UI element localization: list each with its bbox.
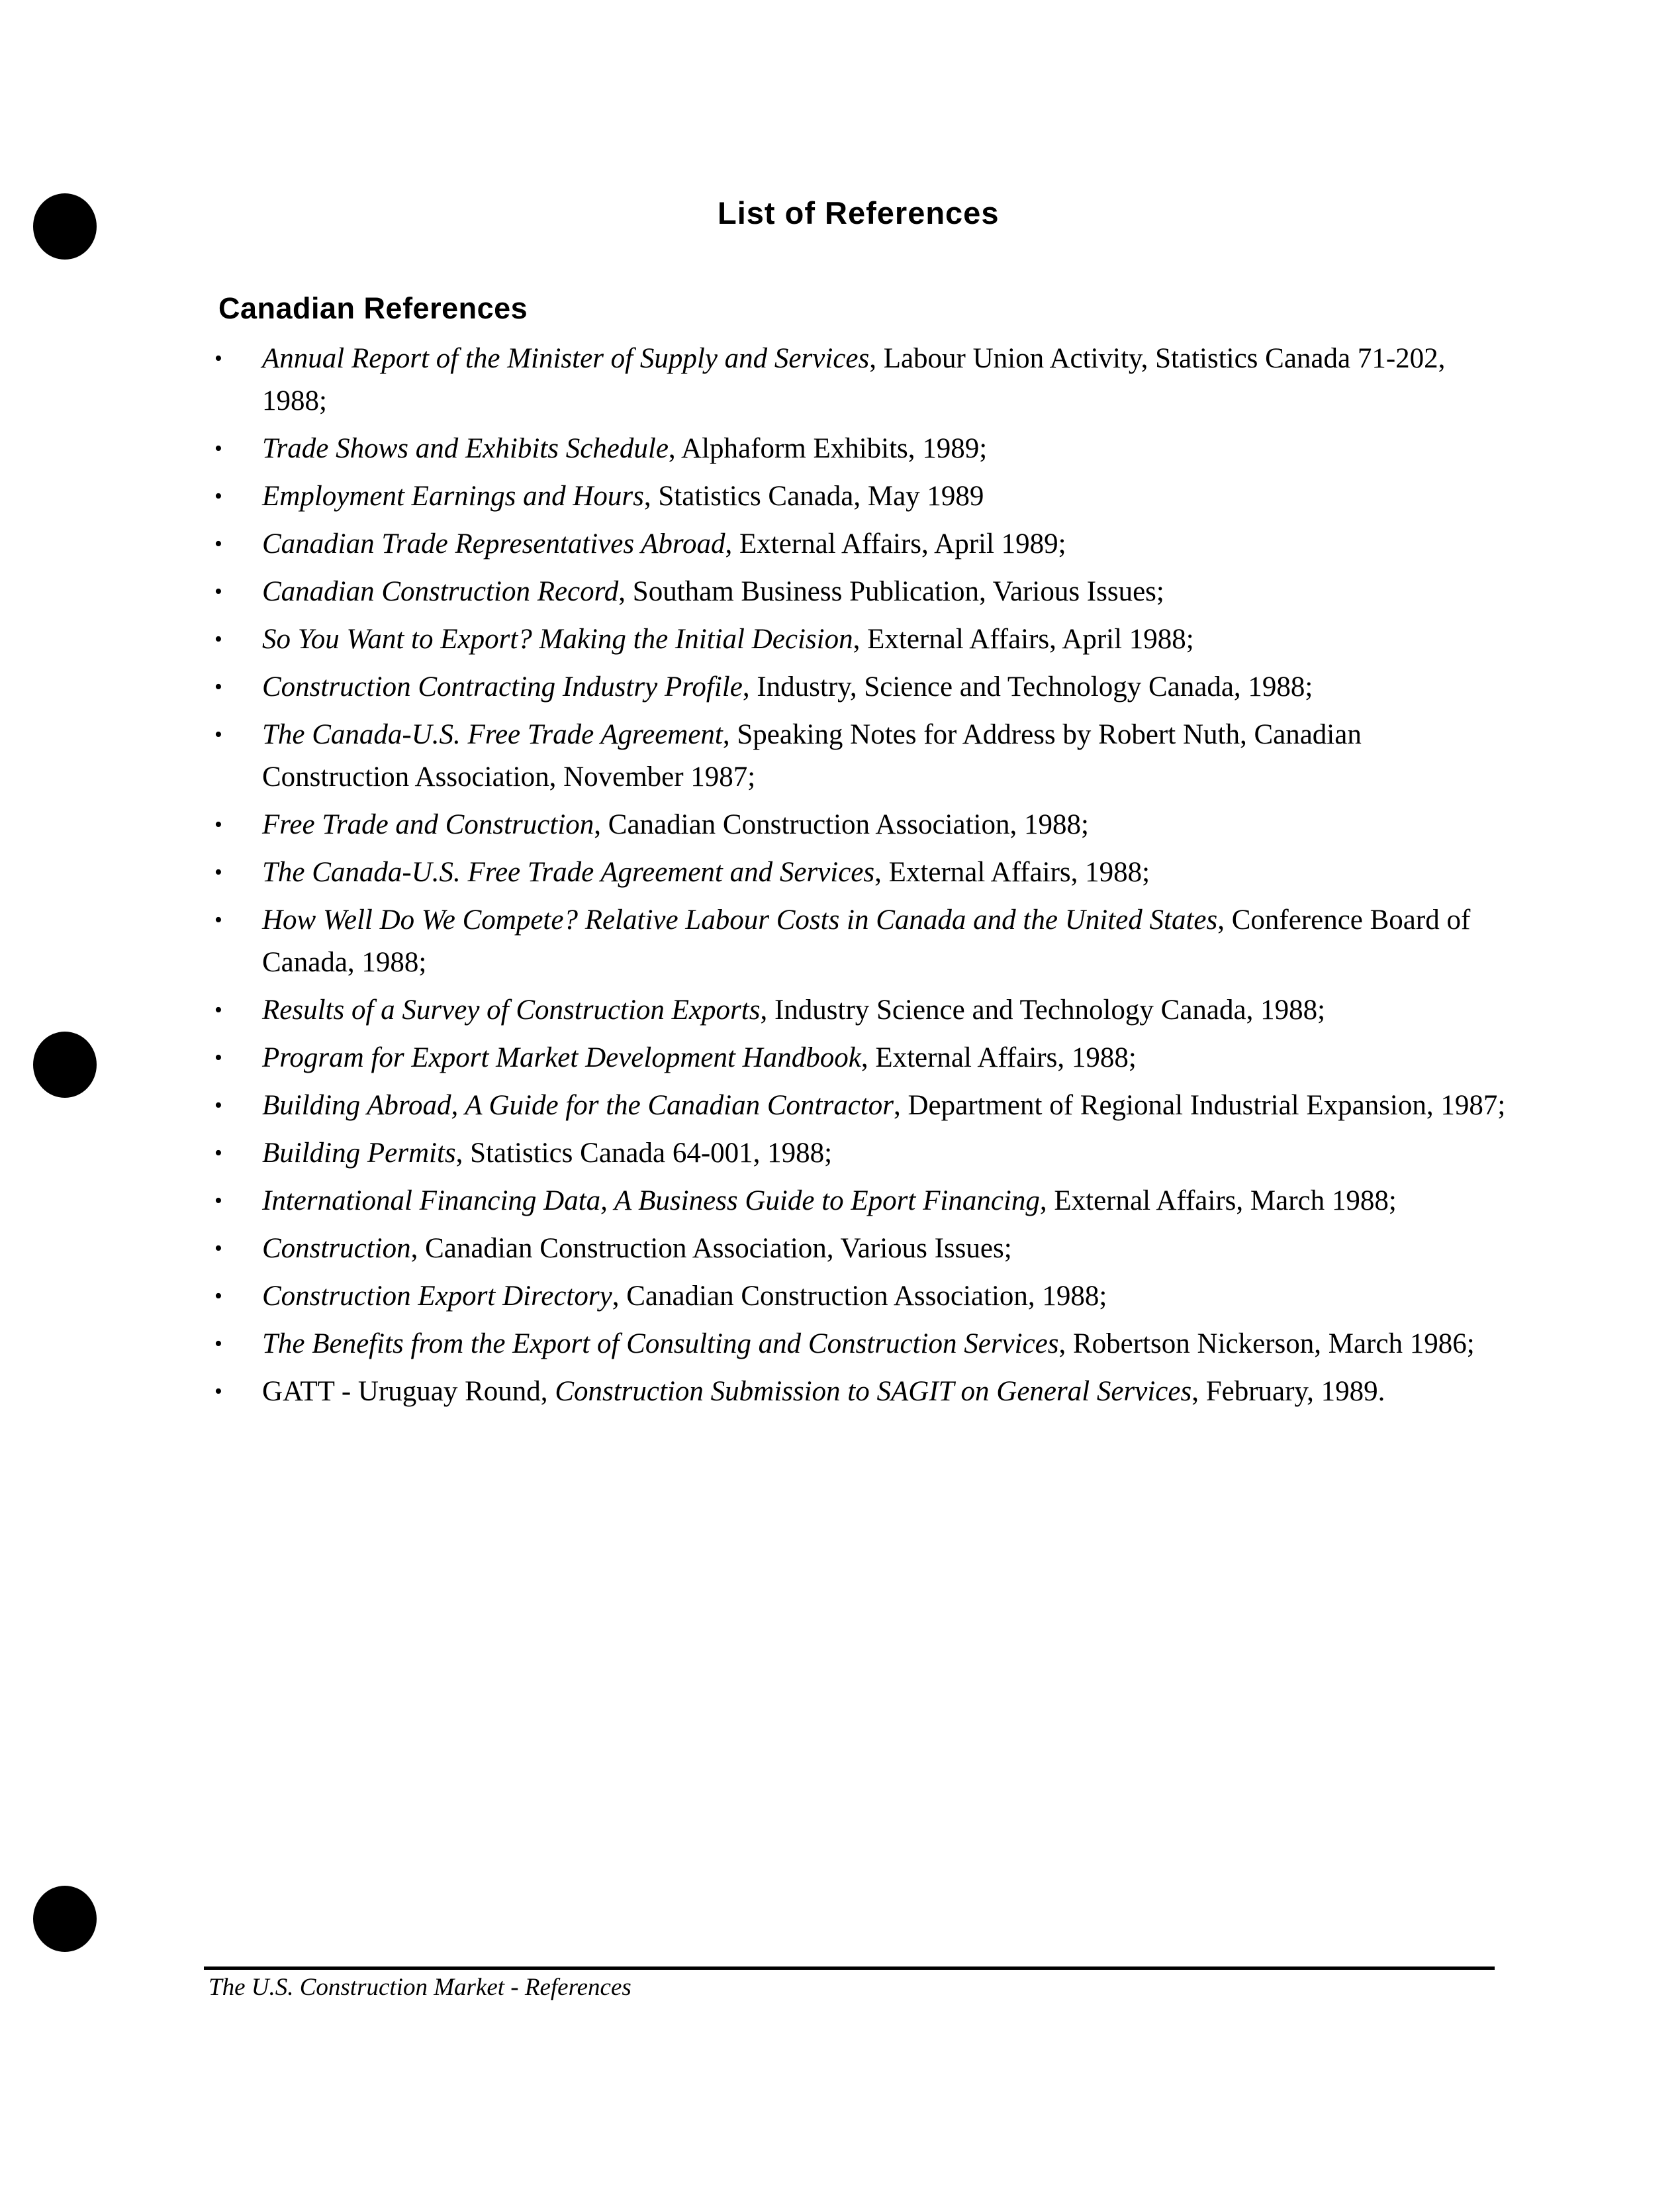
punch-hole xyxy=(33,193,97,260)
bullet-icon: • xyxy=(214,346,222,371)
reference-details: , Labour Union Activity, Statistics Canada 71-202, 1988; xyxy=(262,343,1446,416)
bullet-icon: • xyxy=(214,627,222,652)
bullet-icon: • xyxy=(214,1379,222,1404)
reference-details: , Industry Science and Technology Canada, 1988; xyxy=(760,995,1326,1026)
punch-hole xyxy=(33,1032,97,1098)
reference-title: Trade Shows and Exhibits Schedule xyxy=(262,433,669,464)
reference-item xyxy=(212,804,1509,846)
bullet-icon: • xyxy=(214,1284,222,1308)
page-footer: The U.S. Construction Market - References xyxy=(209,1974,631,2001)
reference-details: , February, 1989. xyxy=(1191,1376,1385,1407)
reference-title: Building Permits xyxy=(262,1138,456,1169)
reference-item xyxy=(212,851,1509,894)
reference-prefix: GATT - Uruguay Round, xyxy=(262,1376,555,1407)
reference-item xyxy=(212,1275,1509,1318)
reference-item xyxy=(212,1180,1509,1222)
reference-item xyxy=(212,428,1509,470)
reference-details: , Canadian Construction Association, 1988; xyxy=(594,809,1089,840)
bullet-icon: • xyxy=(214,675,222,699)
bullet-icon: • xyxy=(214,812,222,837)
reference-item xyxy=(212,475,1509,518)
reference-item xyxy=(212,1228,1509,1270)
reference-title: Results of a Survey of Construction Exports xyxy=(262,995,761,1026)
reference-title: Employment Earnings and Hours xyxy=(262,481,644,512)
section-heading: Canadian References xyxy=(218,291,528,325)
reference-title: The Benefits from the Export of Consulting and Construction Services xyxy=(262,1328,1059,1359)
reference-details: , External Affairs, April 1988; xyxy=(853,624,1194,655)
bullet-icon: • xyxy=(214,1332,222,1356)
reference-details: , Southam Business Publication, Various Issues; xyxy=(618,576,1164,607)
bullet-icon: • xyxy=(214,998,222,1022)
bullet-icon: • xyxy=(214,860,222,885)
reference-title: Canadian Trade Representatives Abroad xyxy=(262,528,725,559)
reference-details: , External Affairs, 1988; xyxy=(861,1042,1137,1073)
bullet-icon: • xyxy=(214,1141,222,1165)
footer-divider xyxy=(204,1966,1495,1970)
reference-title: International Financing Data, A Business Guide to Eport Financing xyxy=(262,1185,1040,1216)
bullet-icon: • xyxy=(214,484,222,509)
reference-title: The Canada-U.S. Free Trade Agreement xyxy=(262,719,723,750)
reference-item xyxy=(212,1085,1509,1127)
bullet-icon: • xyxy=(214,1236,222,1261)
reference-item xyxy=(212,1371,1509,1413)
page-title: List of References xyxy=(718,195,1000,230)
reference-item xyxy=(212,666,1509,708)
reference-details: , External Affairs, April 1989; xyxy=(725,528,1066,559)
bullet-icon: • xyxy=(214,722,222,747)
reference-details: , External Affairs, March 1988; xyxy=(1039,1185,1397,1216)
bullet-icon: • xyxy=(214,1093,222,1118)
reference-details: , Statistics Canada, May 1989 xyxy=(643,481,984,512)
reference-item xyxy=(212,714,1509,799)
reference-title: Building Abroad, A Guide for the Canadian Contractor xyxy=(262,1090,894,1121)
reference-item xyxy=(212,523,1509,565)
reference-details: , Conference Board of Canada, 1988; xyxy=(262,904,1471,978)
bullet-icon: • xyxy=(214,579,222,604)
reference-details: , Robertson Nickerson, March 1986; xyxy=(1058,1328,1475,1359)
reference-details: , Industry, Science and Technology Canada, 1988; xyxy=(742,671,1313,703)
reference-details: , Canadian Construction Association, Various Issues; xyxy=(410,1233,1012,1264)
reference-title: How Well Do We Compete? Relative Labour Costs in Canada and the United States xyxy=(262,904,1218,936)
reference-title: Annual Report of the Minister of Supply and Services xyxy=(262,343,870,374)
bullet-icon: • xyxy=(214,1189,222,1213)
reference-details: , Alphaform Exhibits, 1989; xyxy=(668,433,988,464)
reference-title: The Canada-U.S. Free Trade Agreement and Services xyxy=(262,857,875,888)
reference-item xyxy=(212,899,1509,984)
reference-title: Construction Contracting Industry Profile xyxy=(262,671,743,703)
reference-title: Program for Export Market Development Handbook xyxy=(262,1042,861,1073)
reference-title: Construction Submission to SAGIT on General Services xyxy=(555,1376,1192,1407)
bullet-icon: • xyxy=(214,908,222,932)
reference-title: Free Trade and Construction xyxy=(262,809,594,840)
bullet-icon: • xyxy=(214,1045,222,1070)
bullet-icon: • xyxy=(214,532,222,556)
reference-title: So You Want to Export? Making the Initial Decision xyxy=(262,624,853,655)
bullet-icon: • xyxy=(214,436,222,461)
reference-item xyxy=(212,1132,1509,1175)
reference-list xyxy=(212,338,1509,1418)
reference-item xyxy=(212,989,1509,1032)
reference-details: , External Affairs, 1988; xyxy=(874,857,1150,888)
reference-item xyxy=(212,338,1509,422)
reference-details: , Statistics Canada 64-001, 1988; xyxy=(455,1138,833,1169)
reference-details: , Speaking Notes for Address by Robert Nuth, Canadian Construction Association, November 1987; xyxy=(262,719,1362,793)
reference-title: Canadian Construction Record xyxy=(262,576,619,607)
punch-hole xyxy=(33,1886,97,1952)
reference-title: Construction Export Directory xyxy=(262,1281,612,1312)
reference-details: , Canadian Construction Association, 1988; xyxy=(612,1281,1107,1312)
reference-title: Construction xyxy=(262,1233,411,1264)
reference-details: , Department of Regional Industrial Expansion, 1987; xyxy=(894,1090,1506,1121)
reference-item xyxy=(212,571,1509,613)
reference-item xyxy=(212,1323,1509,1365)
reference-item xyxy=(212,1037,1509,1079)
reference-item xyxy=(212,618,1509,661)
